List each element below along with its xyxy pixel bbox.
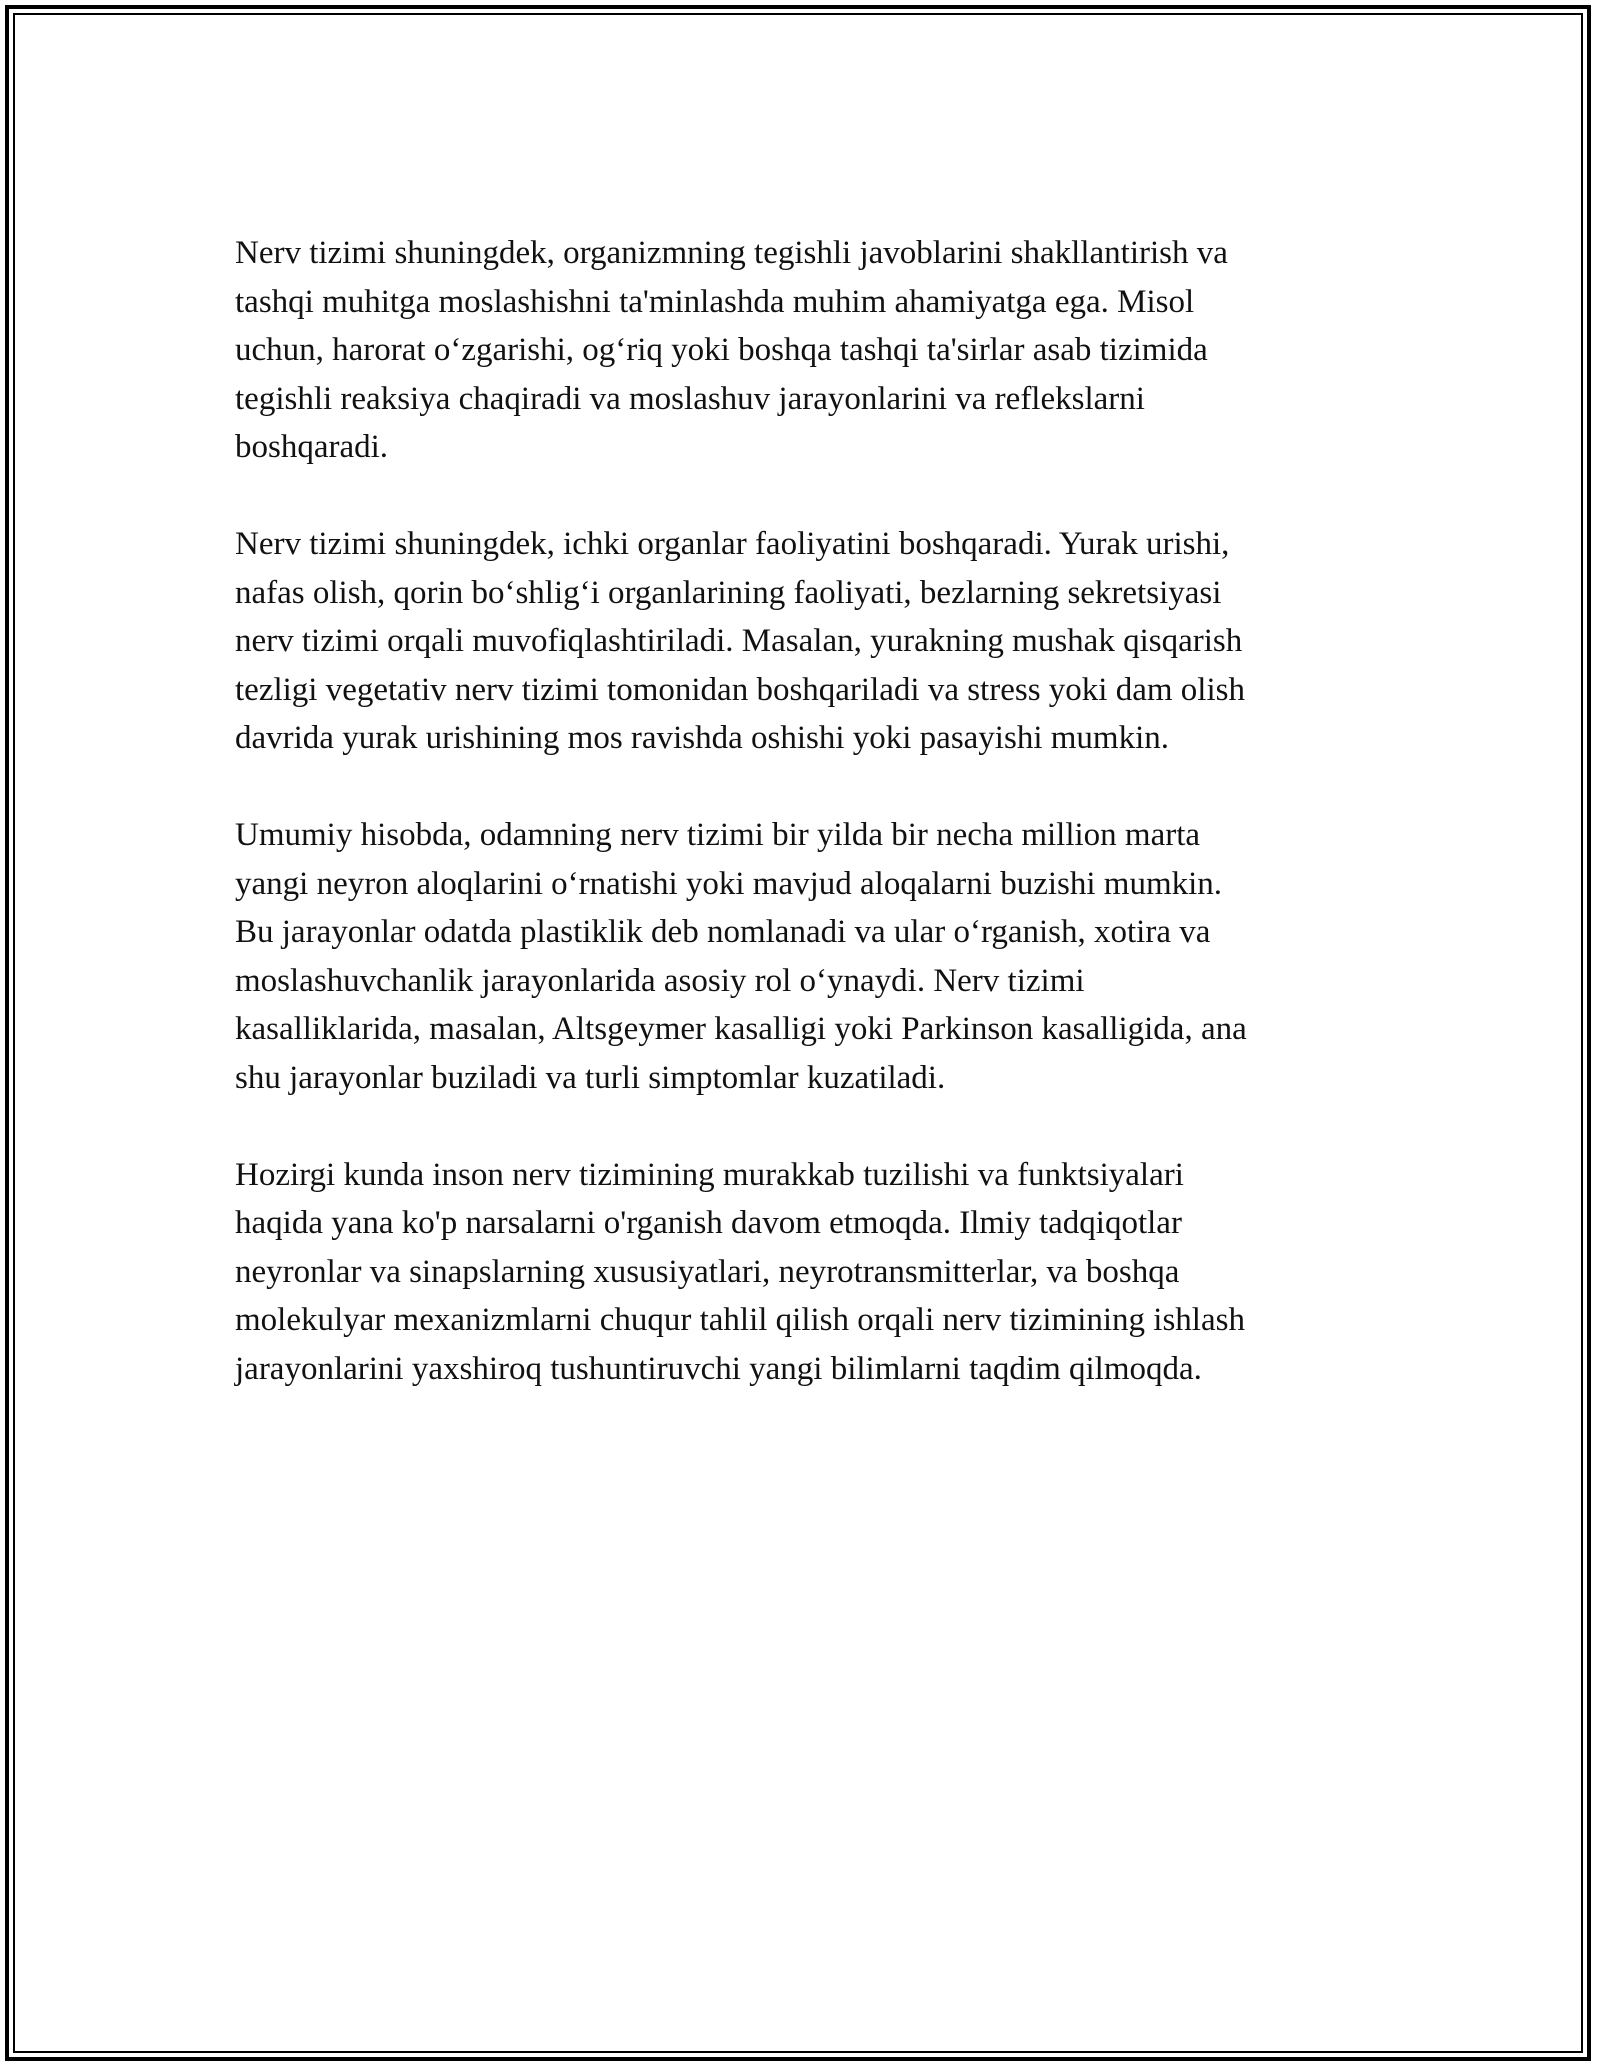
text-line: boshqaradi. bbox=[235, 429, 389, 465]
text-line: molekulyar mexanizmlarni chuqur tahlil qilish orqali nerv tizimining ishlash bbox=[235, 1302, 1245, 1338]
text-line: tezligi vegetativ nerv tizimi tomonidan boshqariladi va stress yoki dam olish bbox=[235, 671, 1245, 708]
text-line: davrida yurak urishining mos ravishda oshishi yoki pasayishi mumkin. bbox=[235, 720, 1169, 756]
text-line: yangi neyron aloqlarini o‘rnatishi yoki mavjud aloqalarni buzishi mumkin. bbox=[235, 865, 1223, 902]
text-line: nerv tizimi orqali muvofiqlashtiriladi. Masalan, yurakning mushak qisqarish bbox=[235, 623, 1243, 659]
text-line: jarayonlarini yaxshiroq tushuntiruvchi yangi bilimlarni taqdim qilmoqda. bbox=[235, 1350, 1202, 1387]
paragraph-2 bbox=[235, 520, 1370, 763]
text-line: tegishli reaksiya chaqiradi va moslashuv jarayonlarini va reflekslarni bbox=[235, 380, 1145, 417]
text-line: Nerv tizimi shuningdek, organizmning tegishli javoblarini shakllantirish va bbox=[235, 235, 1228, 271]
paragraph-1 bbox=[235, 229, 1370, 472]
text-line: Bu jarayonlar odatda plastiklik deb nomlanadi va ular o‘rganish, xotira va bbox=[235, 914, 1211, 950]
text-line: shu jarayonlar buziladi va turli simptomlar kuzatiladi. bbox=[235, 1059, 946, 1096]
document-body bbox=[235, 229, 1370, 1442]
text-line: Umumiy hisobda, odamning nerv tizimi bir yilda bir necha million marta bbox=[235, 817, 1201, 853]
text-line: kasalliklarida, masalan, Altsgeymer kasalligi yoki Parkinson kasalligida, ana bbox=[235, 1011, 1247, 1047]
text-line: Nerv tizimi shuningdek, ichki organlar faoliyatini boshqaradi. Yurak urishi, bbox=[235, 526, 1230, 562]
text-line: uchun, harorat o‘zgarishi, og‘riq yoki boshqa tashqi ta'sirlar asab tizimida bbox=[235, 332, 1208, 368]
paragraph-4 bbox=[235, 1151, 1370, 1394]
paragraph-3 bbox=[235, 811, 1370, 1102]
text-line: neyronlar va sinapslarning xususiyatlari, neyrotransmitterlar, va boshqa bbox=[235, 1253, 1180, 1290]
text-line: tashqi muhitga moslashishni ta'minlashda muhim ahamiyatga ega. Misol bbox=[235, 283, 1195, 320]
text-line: nafas olish, qorin bo‘shlig‘i organlarining faoliyati, bezlarning sekretsiyasi bbox=[235, 574, 1222, 611]
text-line: Hozirgi kunda inson nerv tizimining murakkab tuzilishi va funktsiyalari bbox=[235, 1156, 1184, 1193]
text-line: moslashuvchanlik jarayonlarida asosiy rol o‘ynaydi. Nerv tizimi bbox=[235, 962, 1085, 999]
text-line: haqida yana ko'p narsalarni o'rganish davom etmoqda. Ilmiy tadqiqotlar bbox=[235, 1205, 1182, 1241]
